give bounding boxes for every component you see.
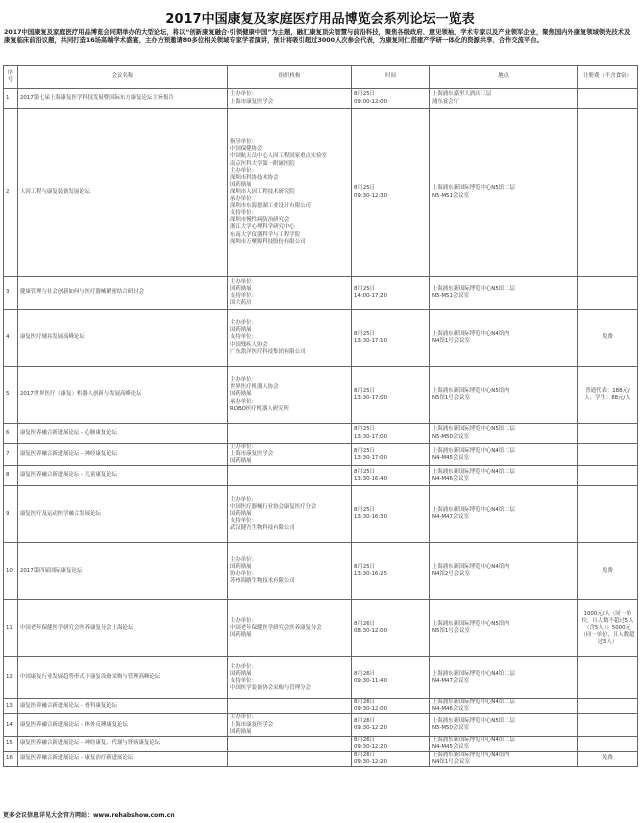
organizer-line: 国药励展 xyxy=(230,181,252,188)
forum-hours: 08:30-12:00 xyxy=(354,628,388,635)
fee-cell xyxy=(578,424,638,444)
table-row xyxy=(4,486,638,543)
forum-date: 8月25日 xyxy=(354,507,376,514)
fee-cell xyxy=(578,444,638,466)
venue-cell xyxy=(430,109,578,277)
table-row xyxy=(4,657,638,699)
venue-room: N5-M51会议室 xyxy=(432,192,470,199)
forum-hours: 09:30-12:20 xyxy=(354,759,388,766)
organizer-line: 协办单位： xyxy=(230,571,257,578)
organizer-line: 武汉健吾生物科技有限公司 xyxy=(230,524,295,531)
organizer-cell xyxy=(228,444,352,466)
organizer-line: 国药励展 xyxy=(230,391,252,398)
time-cell xyxy=(352,466,430,486)
venue-hall: 上海浦东新国际博览中心N4馆内 xyxy=(432,751,510,758)
organizer-line: 国药励展 xyxy=(230,327,252,334)
row-number: 5 xyxy=(4,367,18,424)
time-cell xyxy=(352,714,430,736)
forum-hours: 13:30-17:00 xyxy=(354,454,388,461)
venue-hall: 上海浦东嘉里大酒店三层 xyxy=(432,91,492,98)
forum-date: 8月25日 xyxy=(354,330,376,337)
forum-hours: 14:00-17:20 xyxy=(354,293,388,299)
venue-room: N4-M45会议室 xyxy=(432,454,470,461)
forum-name: 中国老年保健医学研究会医养康复分会上海论坛 xyxy=(18,600,228,657)
row-number: 14 xyxy=(4,714,18,736)
organizer-line: 国药励展 xyxy=(230,564,252,571)
forum-name: 康复医养融合新进展论坛 - 神经康复论坛 xyxy=(18,444,228,466)
fee-cell: 1000元/人（同一单位，且人数不超过5人（含5人））5000元（同一单位，且人数超过5人） xyxy=(578,600,638,657)
intro-paragraph: 2017中国康复及家庭医疗用品博览会同期举办的大型论坛，将以“创新康复融合·引领健康中国”为主题，融汇康复顶尖智慧与前沿科技，聚焦各级政府、意见领袖、学术专家以及产业领军企业，聚焦国内外康复领域领先技术及康复临床前沿议题，共同打造16场高端学术盛宴，主办方预邀请80多位相关领域专家学者演讲，预计将吸引超过3000人次参会代表，为康复同仁搭建产学研一体化的资源共享、合作交流平台。 xyxy=(4,29,631,45)
row-number: 11 xyxy=(4,600,18,657)
organizer-line: 深圳市科协技术协会 xyxy=(230,174,279,181)
venue-cell xyxy=(430,600,578,657)
organizer-cell xyxy=(228,466,352,486)
time-cell xyxy=(352,486,430,543)
venue-room: N5-M50会议室 xyxy=(432,433,470,440)
forum-name: 康复医养融合新进展论坛 - 康复治疗新进展论坛 xyxy=(18,751,228,766)
fee-cell xyxy=(578,486,638,543)
forum-date: 8月26日 xyxy=(354,718,376,725)
organizer-line: 国药励展 xyxy=(230,631,252,638)
header-num: 序号 xyxy=(4,66,18,89)
venue-room: N5馆1号会议室 xyxy=(432,395,470,401)
organizer-line: 中国老年保健医学研究会医养康复分会 xyxy=(230,624,322,631)
fee-cell xyxy=(578,466,638,486)
venue-room: N5馆1号会议室 xyxy=(432,628,470,635)
header-fee: 注册费（不含食宿） xyxy=(578,66,638,89)
table-row xyxy=(4,424,638,444)
row-number: 7 xyxy=(4,444,18,466)
organizer-line: 浙江大学心理科学研究中心 xyxy=(230,224,295,231)
time-cell xyxy=(352,310,430,367)
venue-hall: 上海浦东新国际博览中心N5馆二层 xyxy=(432,426,515,433)
forum-name: 人因工程与康复装备发展论坛 xyxy=(18,109,228,277)
organizer-cell xyxy=(228,486,352,543)
table-row xyxy=(4,751,638,766)
table-row xyxy=(4,89,638,109)
time-cell xyxy=(352,751,430,766)
organizer-line: 中国保健协会 xyxy=(230,146,263,153)
venue-cell xyxy=(430,486,578,543)
footer-note: 更多会议信息详见大会官方网站：www.rehabshow.com.cn xyxy=(3,812,175,819)
venue-hall: 上海浦东新国际博览中心N5馆内 xyxy=(432,621,510,628)
fee-cell xyxy=(578,699,638,714)
row-number: 12 xyxy=(4,657,18,699)
forum-hours: 13:30-17:10 xyxy=(354,338,388,344)
organizer-line: 主办单位： xyxy=(230,617,257,624)
forum-table xyxy=(3,65,638,767)
row-number: 9 xyxy=(4,486,18,543)
venue-hall: 上海浦东新国际博览中心N4馆二层 xyxy=(432,507,515,514)
venue-cell xyxy=(430,424,578,444)
row-number: 16 xyxy=(4,751,18,766)
fee-cell xyxy=(578,89,638,109)
organizer-line: 中国航天员中心人因工程国家重点实验室 xyxy=(230,153,328,160)
organizer-cell xyxy=(228,751,352,766)
venue-hall: 上海浦东新国际博览中心N5馆二层 xyxy=(432,185,515,192)
forum-name: 健康管理与社会创新如何与医疗器械紧密结合研讨会 xyxy=(18,277,228,310)
organizer-line: 国药励展 xyxy=(230,510,252,517)
forum-name: 康复医养融合新进展论坛 - 骨科康复论坛 xyxy=(18,699,228,714)
organizer-cell xyxy=(228,736,352,751)
organizer-cell xyxy=(228,600,352,657)
venue-room: N4-M46会议室 xyxy=(432,706,470,713)
venue-hall: 上海浦东新国际博览中心N4馆二层 xyxy=(432,447,515,454)
forum-date: 8月25日 xyxy=(354,426,376,433)
time-cell xyxy=(352,89,430,109)
fee-cell: 免费 xyxy=(578,543,638,600)
table-row xyxy=(4,736,638,751)
venue-hall: 上海浦东新国际博览中心N4馆二层 xyxy=(432,736,515,743)
row-number: 3 xyxy=(4,277,18,310)
fee-cell: 普通代表：188元/人；学生：88元/人 xyxy=(578,367,638,424)
forum-hours: 13:30-16:30 xyxy=(354,514,388,521)
organizer-line: 主办单位： xyxy=(230,278,257,285)
forum-hours: 09:30-12:20 xyxy=(354,743,388,750)
table-row xyxy=(4,310,638,367)
forum-date: 8月25日 xyxy=(354,468,376,475)
organizer-line: 中国医学装备协会采购与管理分会 xyxy=(230,684,311,691)
table-row xyxy=(4,277,638,310)
header-place: 地点 xyxy=(430,66,578,89)
organizer-cell xyxy=(228,367,352,424)
forum-name: 康复医养融合新进展论坛 - 休外反搏康复论坛 xyxy=(18,714,228,736)
venue-hall: 上海浦东新国际博览中心N4馆二层 xyxy=(432,699,515,706)
forum-date: 8月26日 xyxy=(354,751,376,758)
venue-room: N4-M47会议室 xyxy=(432,677,470,684)
organizer-cell xyxy=(228,109,352,277)
organizer-line: 深圳市万聚源科技股份有限公司 xyxy=(230,238,306,245)
forum-name: 中国康复行业发展趋势形式下康复设备采购与管理高峰论坛 xyxy=(18,657,228,699)
table-row xyxy=(4,367,638,424)
fee-cell xyxy=(578,736,638,751)
organizer-line: 主办单位： xyxy=(230,557,257,564)
forum-hours: 09:30-12:20 xyxy=(354,725,388,732)
organizer-cell xyxy=(228,424,352,444)
fee-cell: 免费 xyxy=(578,751,638,766)
organizer-line: 承办单位： xyxy=(230,398,257,405)
row-number: 4 xyxy=(4,310,18,367)
forum-name: 康复医疗辅具发展高峰论坛 xyxy=(18,310,228,367)
venue-cell xyxy=(430,736,578,751)
venue-cell xyxy=(430,310,578,367)
venue-room: N4-M45会议室 xyxy=(432,743,470,750)
table-row xyxy=(4,444,638,466)
venue-cell xyxy=(430,751,578,766)
forum-date: 8月26日 xyxy=(354,621,376,628)
venue-room: N4-M46会议室 xyxy=(432,475,470,482)
row-number: 1 xyxy=(4,89,18,109)
venue-hall: 上海浦东新国际博览中心N4馆内 xyxy=(432,330,510,337)
page-title: 2017中国康复及家庭医疗用品博览会系列论坛一览表 xyxy=(165,12,475,27)
row-number: 13 xyxy=(4,699,18,714)
organizer-line: 主办单位： xyxy=(230,91,257,98)
forum-hours: 13:30-16:40 xyxy=(354,475,388,482)
forum-hours: 09:30-11:40 xyxy=(354,677,388,684)
organizer-line: 国药励展 xyxy=(230,670,252,677)
forum-date: 8月26日 xyxy=(354,699,376,706)
table-row xyxy=(4,714,638,736)
organizer-cell xyxy=(228,657,352,699)
organizer-line: 主办单位： xyxy=(230,714,257,721)
row-number: 10 xyxy=(4,543,18,600)
forum-hours: 13:30-17:00 xyxy=(354,433,388,440)
venue-hall: 上海浦东新国际博览中心N5馆内 xyxy=(432,387,510,394)
row-number: 2 xyxy=(4,109,18,277)
forum-hours: 09:30-12:00 xyxy=(354,706,388,713)
venue-room: N4-M47会议室 xyxy=(432,514,470,521)
forum-name: 康复医养融合新进展论坛 - 儿童康复论坛 xyxy=(18,466,228,486)
time-cell xyxy=(352,444,430,466)
organizer-line: 上海市康复医学会 xyxy=(230,721,274,728)
fee-cell xyxy=(578,657,638,699)
forum-date: 8月25日 xyxy=(354,447,376,454)
venue-hall: 上海浦东新国际博览中心N4馆内 xyxy=(432,564,510,571)
organizer-line: 中国残疾人协会 xyxy=(230,341,268,348)
venue-cell xyxy=(430,444,578,466)
organizer-line: 东南大学仪器科学与工程学院 xyxy=(230,231,301,238)
venue-cell xyxy=(430,277,578,310)
forum-date: 8月25日 xyxy=(354,387,376,394)
table-row xyxy=(4,699,638,714)
forum-date: 8月25日 xyxy=(354,185,376,192)
organizer-cell xyxy=(228,543,352,600)
venue-room: N4馆1号会议室 xyxy=(432,759,470,766)
venue-hall: 上海浦东新国际博览中心N5馆二层 xyxy=(432,285,515,292)
fee-cell: 免费 xyxy=(578,310,638,367)
organizer-line: 国药励展 xyxy=(230,285,252,292)
organizer-line: 支持单位： xyxy=(230,210,257,217)
venue-cell xyxy=(430,543,578,600)
header-org: 组织机构 xyxy=(228,66,352,89)
time-cell xyxy=(352,657,430,699)
row-number: 6 xyxy=(4,424,18,444)
forum-name: 2017第七届上海康复医学科技发展暨国际东方康复论坛主旨报告 xyxy=(18,89,228,109)
organizer-line: 南京医科大学第一附属医院 xyxy=(230,160,295,167)
venue-hall: 上海浦东新国际博览中心N4馆二层 xyxy=(432,468,515,475)
header-name: 会议名称 xyxy=(18,66,228,89)
organizer-cell xyxy=(228,714,352,736)
organizer-line: 国药励展 xyxy=(230,458,252,465)
organizer-cell xyxy=(228,699,352,714)
organizer-line: 中国医疗器械行业协会康复医疗分会 xyxy=(230,503,317,510)
time-cell xyxy=(352,277,430,310)
venue-hall: 上海浦东新国际博览中心N4馆二层 xyxy=(432,670,515,677)
organizer-line: 主办单位： xyxy=(230,496,257,503)
organizer-line: 主办单位： xyxy=(230,167,257,174)
table-row xyxy=(4,109,638,277)
forum-date: 8月26日 xyxy=(354,670,376,677)
organizer-line: 深圳市慢性病防治研究会 xyxy=(230,217,290,224)
organizer-line: 支持单位： xyxy=(230,677,257,684)
organizer-cell xyxy=(228,310,352,367)
forum-hours: 13:30-16:25 xyxy=(354,571,388,578)
time-cell xyxy=(352,543,430,600)
time-cell xyxy=(352,424,430,444)
organizer-line: 支持单位： xyxy=(230,517,257,524)
forum-date: 8月26日 xyxy=(354,736,376,743)
organizer-line: 上海市康复医学会 xyxy=(230,98,274,105)
forum-name: 康复医养融合新进展论坛 - 心肺康复论坛 xyxy=(18,424,228,444)
venue-room: N5-M50会议室 xyxy=(432,725,470,732)
header-row xyxy=(4,66,638,89)
fee-cell xyxy=(578,714,638,736)
forum-hours: 09:30-12:30 xyxy=(354,192,388,199)
organizer-line: 主办单位： xyxy=(230,444,257,450)
fee-cell xyxy=(578,109,638,277)
organizer-line: 支持单位： xyxy=(230,334,257,341)
venue-room: 浦东宴会厅 xyxy=(432,98,459,105)
organizer-cell xyxy=(228,277,352,310)
table-row xyxy=(4,466,638,486)
forum-name: 康复医疗及运动医学融合发展论坛 xyxy=(18,486,228,543)
time-cell xyxy=(352,109,430,277)
venue-room: N4馆1号会议室 xyxy=(432,338,470,344)
table-row xyxy=(4,600,638,657)
venue-room: N5-M51会议室 xyxy=(432,293,470,299)
venue-cell xyxy=(430,657,578,699)
forum-name: 2017第四届国际康复论坛 xyxy=(18,543,228,600)
organizer-line: 国大药房 xyxy=(230,300,252,307)
venue-cell xyxy=(430,367,578,424)
time-cell xyxy=(352,600,430,657)
time-cell xyxy=(352,367,430,424)
table-body xyxy=(4,89,638,767)
venue-hall: 上海浦东新国际博览中心N5馆二层 xyxy=(432,718,515,725)
venue-room: N4馆2号会议室 xyxy=(432,571,470,578)
row-number: 8 xyxy=(4,466,18,486)
organizer-line: 上海市康复医学会 xyxy=(230,451,274,458)
venue-cell xyxy=(430,714,578,736)
time-cell xyxy=(352,736,430,751)
organizer-line: 主办单位： xyxy=(230,320,257,327)
organizer-line: 深圳市东海恩湖工业设计有限公司 xyxy=(230,203,311,210)
forum-name: 康复医养融合新进展论坛 - 神经康复、代谢与肾病康复论坛 xyxy=(18,736,228,751)
organizer-line: 广东凯洋医疗科技集团有限公司 xyxy=(230,348,306,355)
forum-date: 8月25日 xyxy=(354,91,376,98)
row-number: 15 xyxy=(4,736,18,751)
organizer-line: 主办单位： xyxy=(230,663,257,670)
organizer-cell xyxy=(228,89,352,109)
forum-date: 8月25日 xyxy=(354,285,376,292)
forum-hours: 09:00-12:00 xyxy=(354,98,388,105)
venue-cell xyxy=(430,466,578,486)
forum-hours: 13:30-17:00 xyxy=(354,395,388,401)
organizer-line: 承办单位： xyxy=(230,196,257,203)
table-row xyxy=(4,543,638,600)
venue-cell xyxy=(430,89,578,109)
organizer-line: ROBO医疗机器人研究所 xyxy=(230,405,289,412)
forum-name: 2017世界医疗（康复）机器人创新与发展高峰论坛 xyxy=(18,367,228,424)
forum-date: 8月25日 xyxy=(354,564,376,571)
time-cell xyxy=(352,699,430,714)
organizer-line: 国药励展 xyxy=(230,728,252,735)
organizer-line: 世界医疗机器人协会 xyxy=(230,384,279,391)
fee-cell xyxy=(578,277,638,310)
organizer-line: 深圳市人因工程技术研究院 xyxy=(230,188,295,195)
venue-cell xyxy=(430,699,578,714)
organizer-line: 支持单位： xyxy=(230,293,257,299)
organizer-line: 主办单位： xyxy=(230,377,257,384)
organizer-line: 苏州海路生物技术有限公司 xyxy=(230,578,295,585)
header-time: 时间 xyxy=(352,66,430,89)
organizer-line: 指导单位： xyxy=(230,139,257,146)
